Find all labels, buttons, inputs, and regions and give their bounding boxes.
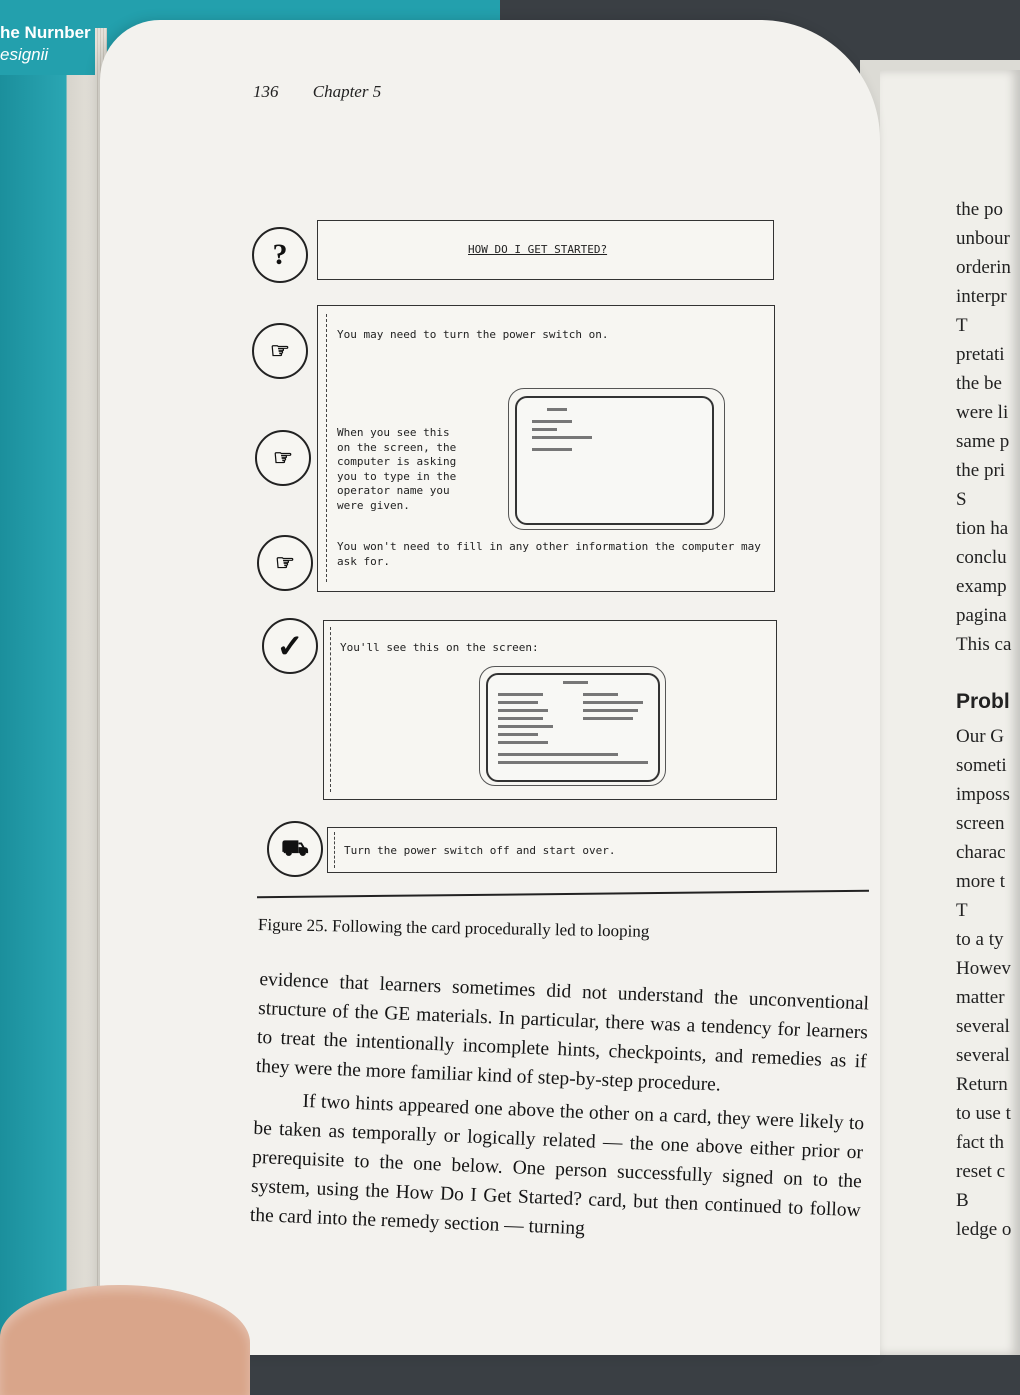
hint-two-text: When you see this on the screen, the computer is asking you to type in the operator name you were given. [337,426,457,512]
right-page-line: Our G [956,726,1005,747]
right-page-text [956,195,1011,1244]
right-page-line: This ca [956,634,1012,655]
checkpoint-text: You'll see this on the screen: [340,641,539,654]
right-page-line: conclu [956,547,1007,568]
right-page-line: S [956,489,967,510]
right-page-line: were li [956,402,1009,423]
spine-title-line2: esignii [0,45,49,64]
page-header [253,82,381,102]
hint-one-text: You may need to turn the power switch on. [337,328,609,341]
right-page-line: unbour [956,228,1010,249]
right-page-line: the po [956,199,1003,220]
menu-screen [486,673,660,782]
right-page-line: matter [956,987,1005,1008]
right-page-line: tion ha [956,518,1009,539]
page-number: 136 [253,82,279,101]
book-spine-background [0,0,110,1355]
body-text [249,965,869,1254]
right-page-line: interpr [956,286,1007,307]
right-page-line: charac [956,842,1006,863]
right-page-line: T [956,315,968,336]
hint-hand-icon-2: ☞ [255,430,311,486]
signon-screen [515,396,714,525]
paragraph-one: evidence that learners sometimes did not understand the unconventional structure of the GE materials. In particular, there was a tendency for learners to treat the intentionally incomplete hints, checkpoints, and remedies as if they were the more familiar kind of step-by-step procedure. [255,968,870,1096]
figure-card [250,215,870,905]
remedy-truck-icon: ⛟ [267,821,323,877]
remedy-text: Turn the power switch off and start over. [344,844,616,857]
remedy-divider [334,832,335,868]
thumb [0,1285,250,1395]
hints-box [317,305,775,592]
chapter-title: Chapter 5 [312,82,382,101]
spine-title-line1: he Nurnber [0,23,91,42]
right-page-line: orderin [956,257,1011,278]
right-page-line: more t [956,871,1006,892]
hints-divider [326,314,327,582]
right-page-line: fact th [956,1132,1005,1153]
checkmark-icon: ✓ [262,618,318,674]
checkpoint-divider [330,627,331,792]
right-page-line: imposs [956,784,1010,805]
right-page-line: the be [956,373,1002,394]
right-page-line: to a ty [956,929,1004,950]
right-page-line: T [956,900,968,921]
right-page-line: same p [956,431,1010,452]
right-page-line: several [956,1016,1010,1037]
right-page-line: ledge o [956,1219,1012,1240]
right-page-line: Return [956,1074,1008,1095]
hint-hand-icon-3: ☞ [257,535,313,591]
right-page-line: pagina [956,605,1007,626]
right-page-line: Howev [956,958,1011,979]
checkpoint-box [323,620,777,800]
right-page-line: several [956,1045,1010,1066]
right-page-line: the pri [956,460,1006,481]
figure-caption: Figure 25. Following the card procedurally led to looping [257,915,650,941]
hint-hand-icon-1: ☞ [252,323,308,379]
right-page-line: examp [956,576,1007,597]
right-page-line: someti [956,755,1007,776]
book-spine-title [0,22,91,66]
right-page-line: reset c [956,1161,1006,1182]
right-page-line: pretati [956,344,1005,365]
right-page-line: to use t [956,1103,1011,1124]
right-page-heading: Probl [956,690,1010,713]
right-page-line: B [956,1190,969,1211]
question-mark-icon: ? [252,227,308,283]
hint-three-text: You won't need to fill in any other information the computer may ask for. [337,540,761,568]
figure-title: HOW DO I GET STARTED? [468,243,608,256]
remedy-box [327,827,777,873]
paragraph-two: If two hints appeared one above the other on a card, they were likely to be taken as temporally or logically related — the one above either prior or prerequisite to the one below. One person successfully signed on to the system, using the How Do I Get Started? card, but then continued to follow the card into the remedy section — turning [249,1090,865,1240]
title-box [317,220,774,280]
right-page-line: screen [956,813,1005,834]
